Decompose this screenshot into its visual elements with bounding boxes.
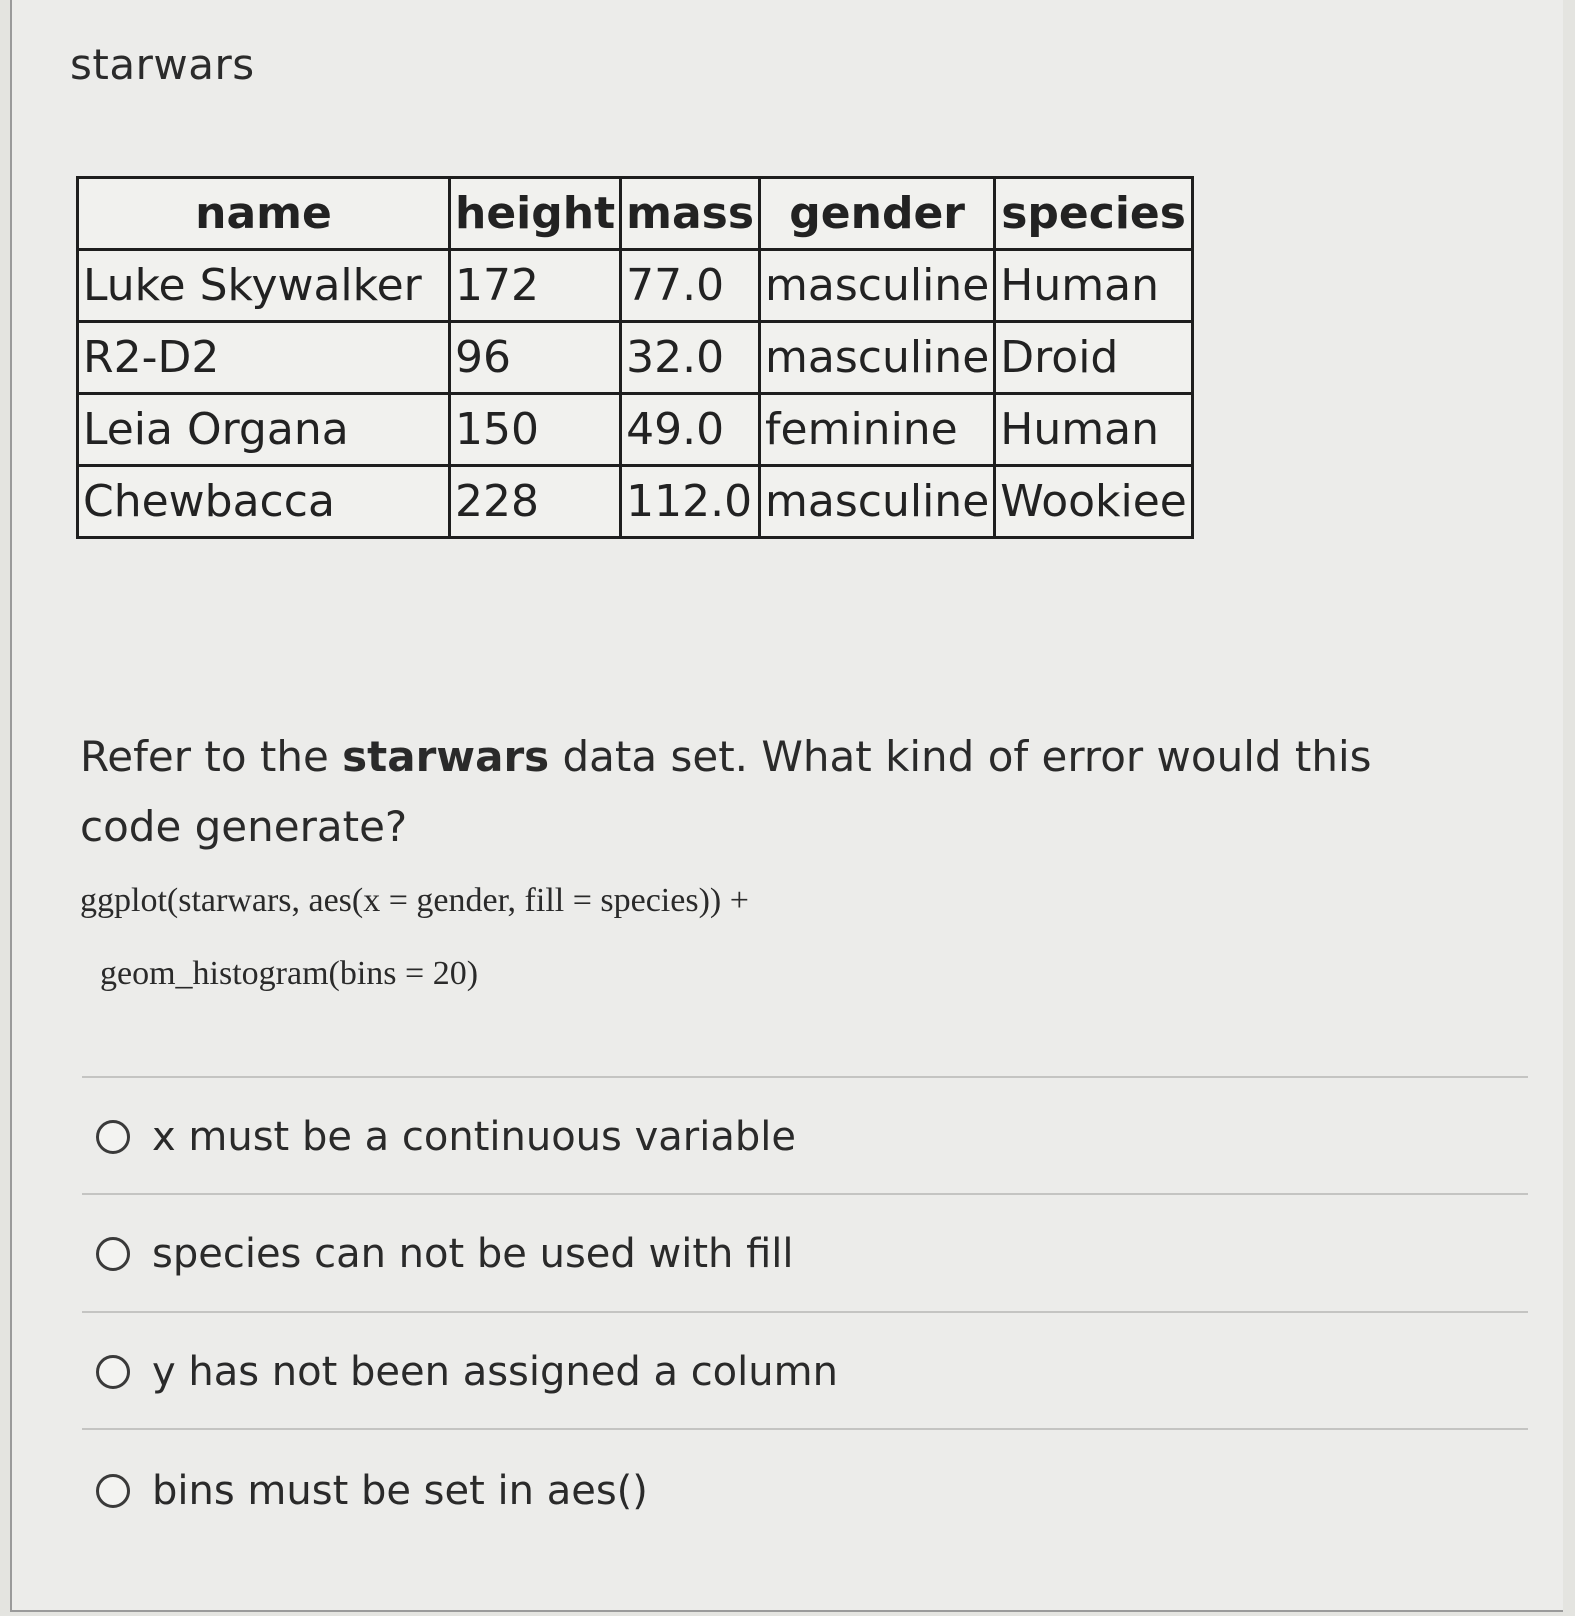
column-header-species: species — [995, 178, 1193, 250]
column-header-height: height — [450, 178, 621, 250]
cell-height: 172 — [450, 250, 621, 322]
answer-option-label: species can not be used with fill — [152, 1231, 794, 1277]
cell-species: Human — [995, 250, 1193, 322]
cell-height: 150 — [450, 394, 621, 466]
divider — [82, 1193, 1528, 1195]
divider — [82, 1076, 1528, 1078]
answer-option-2[interactable] — [96, 1231, 794, 1277]
answer-option-label: y has not been assigned a column — [152, 1349, 838, 1395]
table-row — [78, 250, 1193, 322]
cell-species: Wookiee — [995, 466, 1193, 538]
cell-name: R2-D2 — [78, 322, 450, 394]
cell-gender: feminine — [760, 394, 995, 466]
cell-mass: 112.0 — [621, 466, 760, 538]
radio-button[interactable] — [96, 1474, 130, 1508]
cell-height: 96 — [450, 322, 621, 394]
code-line-geom-histogram: geom_histogram(bins = 20) — [100, 955, 479, 992]
divider — [82, 1311, 1528, 1313]
question-text — [80, 722, 1480, 862]
cell-gender: masculine — [760, 250, 995, 322]
question-dataset-name: starwars — [342, 732, 550, 781]
column-header-mass: mass — [621, 178, 760, 250]
table-row — [78, 466, 1193, 538]
answer-option-4[interactable] — [96, 1468, 648, 1514]
answer-option-label: x must be a continuous variable — [152, 1114, 796, 1160]
code-line-ggplot: ggplot(starwars, aes(x = gender, fill = species)) + — [80, 882, 749, 919]
data-table — [76, 176, 1194, 539]
table-row — [78, 394, 1193, 466]
column-header-gender: gender — [760, 178, 995, 250]
question-prefix: Refer to the — [80, 732, 343, 781]
dataset-title: starwars — [70, 40, 255, 89]
divider — [82, 1428, 1528, 1430]
cell-gender: masculine — [760, 322, 995, 394]
table-header-row — [78, 178, 1193, 250]
radio-button[interactable] — [96, 1120, 130, 1154]
radio-button[interactable] — [96, 1355, 130, 1389]
question-page — [10, 0, 1563, 1612]
cell-gender: masculine — [760, 466, 995, 538]
radio-button[interactable] — [96, 1237, 130, 1271]
cell-name: Luke Skywalker — [78, 250, 450, 322]
cell-species: Human — [995, 394, 1193, 466]
cell-mass: 49.0 — [621, 394, 760, 466]
answer-option-label: bins must be set in aes() — [152, 1468, 648, 1514]
cell-height: 228 — [450, 466, 621, 538]
cell-species: Droid — [995, 322, 1193, 394]
question-suffix: data set. What kind of error would this code generate? — [80, 732, 1372, 851]
answer-option-1[interactable] — [96, 1114, 796, 1160]
answer-option-3[interactable] — [96, 1349, 838, 1395]
table-row — [78, 322, 1193, 394]
column-header-name: name — [78, 178, 450, 250]
cell-mass: 77.0 — [621, 250, 760, 322]
cell-mass: 32.0 — [621, 322, 760, 394]
cell-name: Leia Organa — [78, 394, 450, 466]
cell-name: Chewbacca — [78, 466, 450, 538]
